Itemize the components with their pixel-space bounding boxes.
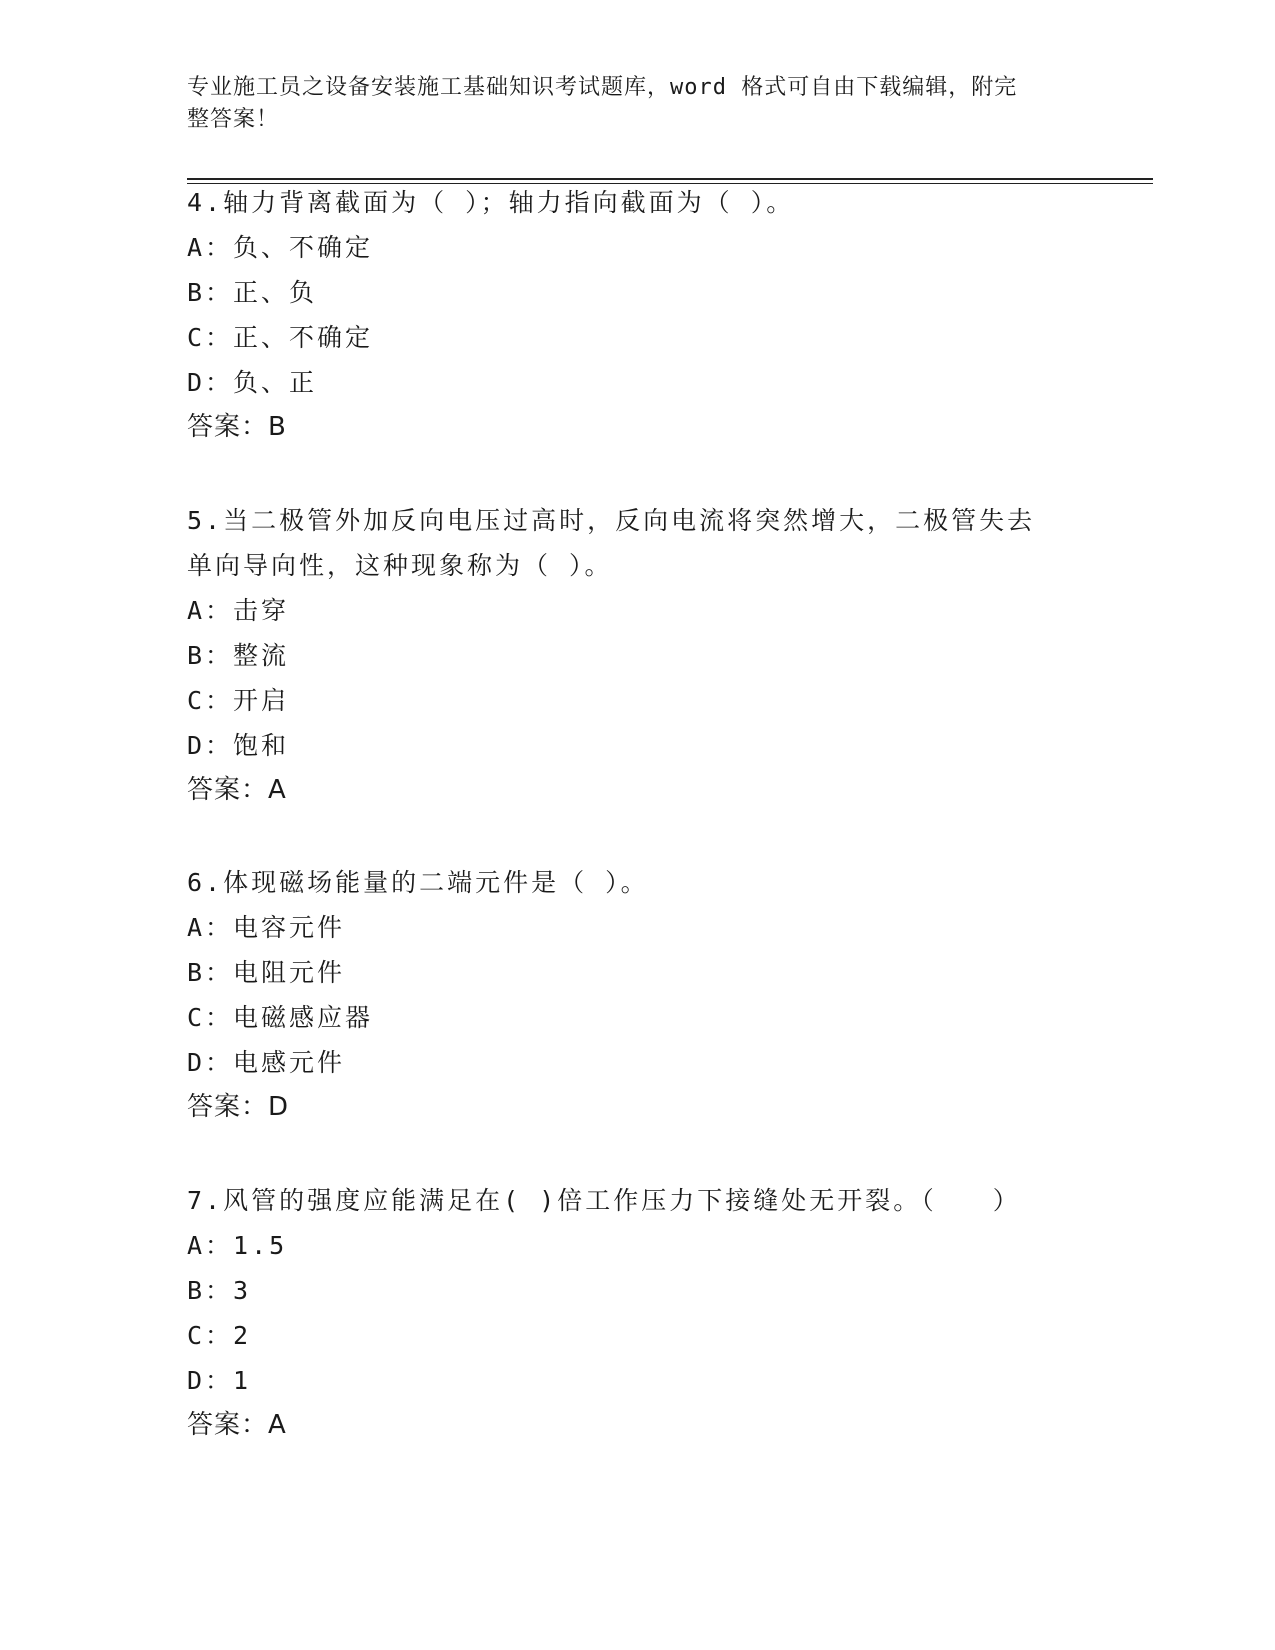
answer-line: 答案：A bbox=[187, 1410, 287, 1440]
header-line-1: 专业施工员之设备安装施工基础知识考试题库，word 格式可自由下载编辑，附完 bbox=[187, 75, 1018, 100]
option-a: A：负、不确定 bbox=[187, 233, 374, 262]
option-d: D：饱和 bbox=[187, 731, 290, 760]
answer-line: 答案：D bbox=[187, 1092, 290, 1122]
option-d: D：电感元件 bbox=[187, 1048, 346, 1077]
option-a: A：击穿 bbox=[187, 596, 290, 625]
answer-line: 答案：A bbox=[187, 775, 287, 805]
question-stem: 4.轴力背离截面为（ ）；轴力指向截面为（ ）。 bbox=[187, 188, 795, 217]
question-stem: 7.风管的强度应能满足在( )倍工作压力下接缝处无开裂。（ ） bbox=[187, 1186, 1021, 1215]
question-6 bbox=[187, 860, 1087, 1130]
question-stem: 6.体现磁场能量的二端元件是（ ）。 bbox=[187, 868, 649, 897]
option-d: D：负、正 bbox=[187, 368, 318, 397]
option-b: B：3 bbox=[187, 1276, 252, 1305]
option-d: D：1 bbox=[187, 1366, 252, 1395]
option-b: B：电阻元件 bbox=[187, 958, 346, 987]
answer-line: 答案：B bbox=[187, 412, 287, 442]
option-b: B：整流 bbox=[187, 641, 290, 670]
option-a: A：1.5 bbox=[187, 1231, 288, 1260]
option-b: B：正、负 bbox=[187, 278, 318, 307]
option-c: C：电磁感应器 bbox=[187, 1003, 374, 1032]
option-c: C：2 bbox=[187, 1321, 252, 1350]
option-c: C：正、不确定 bbox=[187, 323, 374, 352]
question-5 bbox=[187, 498, 1087, 813]
question-4 bbox=[187, 180, 1087, 450]
option-c: C：开启 bbox=[187, 686, 290, 715]
question-stem-line-2: 单向导向性，这种现象称为（ ）。 bbox=[187, 551, 613, 580]
option-a: A：电容元件 bbox=[187, 913, 346, 942]
header-line-2: 整答案！ bbox=[187, 107, 280, 132]
question-7 bbox=[187, 1178, 1087, 1448]
document-header bbox=[187, 72, 1067, 136]
question-stem-line-1: 5.当二极管外加反向电压过高时，反向电流将突然增大，二极管失去 bbox=[187, 506, 1036, 535]
